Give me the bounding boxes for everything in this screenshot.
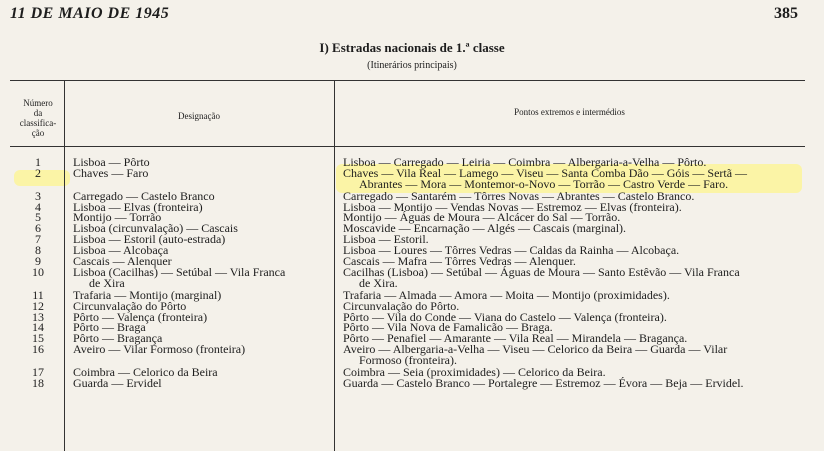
page-number: 385 — [774, 5, 798, 22]
road-number: 17 — [32, 364, 44, 379]
points-line: Carregado — Santarém — Tôrres Novas — Abrantes — Castelo Branco. — [343, 188, 695, 203]
points-line: Lisboa — Estoril. — [343, 232, 429, 247]
table-row — [0, 344, 824, 366]
table-top-rule — [10, 80, 805, 81]
header-numero-line: ção — [31, 128, 45, 138]
road-number: 7 — [35, 232, 41, 247]
page-date: 11 DE MAIO DE 1945 — [10, 5, 170, 22]
header-pontos: Pontos extremos e intermédios — [514, 107, 625, 117]
designation-line: Pôrto — Bragança — [73, 331, 163, 346]
points-line: Chaves — Vila Real — Lamego — Viseu — Santa Comba Dão — Góis — Sertã — — [343, 165, 748, 180]
roads-table — [0, 157, 824, 389]
road-number: 5 — [35, 210, 41, 225]
points-line: Lisboa — Loures — Tôrres Vedras — Caldas da Rainha — Alcobaça. — [343, 243, 680, 258]
points-line: Abrantes — Mora — Montemor-o-Novo — Torrão — Castro Verde — Faro. — [359, 176, 729, 191]
road-designation — [73, 375, 325, 390]
designation-line: Aveiro — Vilar Formoso (fronteira) — [73, 342, 246, 357]
designation-line: Lisboa — Elvas (fronteira) — [73, 199, 203, 214]
points-line: Aveiro — Albergaria-a-Velha — Viseu — Celorico da Beira — Guarda — Vilar — [343, 342, 728, 357]
road-number: 10 — [32, 264, 44, 279]
designation-line: Chaves — Faro — [73, 165, 149, 180]
points-line: Cascais — Mafra — Tôrres Vedras — Alenquer. — [343, 254, 576, 269]
points-line: Coimbra — Seia (proximidades) — Celorico da Beira. — [343, 364, 606, 379]
designation-line: Lisboa (Cacilhas) — Setúbal — Vila Franca — [73, 264, 286, 279]
road-number: 13 — [32, 309, 44, 324]
header-numero-line: da — [33, 108, 43, 118]
designation-line: de Xira — [89, 275, 125, 290]
points-line: Circunvalação do Pôrto. — [343, 298, 460, 313]
designation-line: Cascais — Alenquer — [73, 254, 172, 269]
header-numero-line: classifica- — [19, 118, 57, 128]
road-number: 3 — [35, 188, 41, 203]
road-number: 14 — [32, 320, 44, 335]
designation-line: Coimbra — Celorico da Beira — [73, 364, 218, 379]
points-line: Pôrto — Vila do Conde — Viana do Castelo — Valença (fronteira). — [343, 309, 667, 324]
road-points — [343, 264, 805, 290]
road-number: 12 — [32, 298, 44, 313]
designation-line: Lisboa — Alcobaça — [73, 243, 169, 258]
points-line: Guarda — Castelo Branco — Portalegre — Estremoz — Évora — Beja — Ervidel. — [343, 375, 744, 390]
designation-line: Guarda — Ervidel — [73, 375, 162, 390]
section-subtitle: (Itinerários principais) — [367, 60, 457, 71]
page-header — [10, 5, 798, 25]
road-number: 8 — [35, 243, 41, 258]
points-line: Pôrto — Penafiel — Amarante — Vila Real — Mirandela — Bragança. — [343, 331, 688, 346]
road-number: 18 — [32, 375, 44, 390]
road-number: 9 — [35, 254, 41, 269]
points-line: Moscavide — Encarnação — Algés — Cascais (marginal). — [343, 221, 627, 236]
header-numero — [12, 98, 64, 138]
road-number: 1 — [35, 155, 41, 169]
section-title: I) Estradas nacionais de 1.ª classe — [319, 40, 505, 55]
road-points — [343, 344, 805, 366]
designation-line: Pôrto — Valença (fronteira) — [73, 309, 208, 324]
designation-line: Carregado — Castelo Branco — [73, 188, 215, 203]
header-designacao: Designação — [178, 111, 220, 121]
road-number: 16 — [32, 342, 44, 357]
points-line: Cacilhas (Lisboa) — Setúbal — Águas de Moura — Santo Estêvão — Vila Franca — [343, 264, 740, 279]
road-points — [343, 375, 805, 390]
points-line: Pôrto — Vila Nova de Famalicão — Braga. — [343, 320, 553, 335]
table-row — [0, 375, 824, 390]
road-designation — [73, 264, 325, 290]
table-row — [0, 165, 824, 191]
road-designation — [73, 165, 325, 180]
designation-line: Trafaria — Montijo (marginal) — [73, 287, 222, 302]
designation-line: Pôrto — Braga — [73, 320, 146, 335]
road-number: 4 — [35, 199, 41, 214]
road-points — [343, 165, 805, 191]
points-line: Lisboa — Montijo — Vendas Novas — Estremoz — Elvas (fronteira). — [343, 199, 682, 214]
road-number: 6 — [35, 221, 41, 236]
points-line: Lisboa — Carregado — Leiria — Coimbra — Albergaria-a-Velha — Pôrto. — [343, 155, 707, 169]
table-row — [0, 264, 824, 290]
designation-line: Lisboa — Pôrto — [73, 155, 150, 169]
road-designation — [73, 344, 325, 355]
road-number: 2 — [35, 165, 41, 180]
designation-line: Circunvalação do Pôrto — [73, 298, 187, 313]
points-line: Formoso (fronteira). — [359, 353, 457, 368]
points-line: Montijo — Águas de Moura — Alcácer do Sal — Torrão. — [343, 210, 621, 225]
designation-line: Lisboa — Estoril (auto-estrada) — [73, 232, 226, 247]
road-number: 11 — [32, 287, 44, 302]
header-numero-line: Número — [23, 98, 53, 108]
road-number: 15 — [32, 331, 44, 346]
header-bottom-rule — [10, 146, 805, 147]
designation-line: Lisboa (circunvalação) — Cascais — [73, 221, 238, 236]
designation-line: Montijo — Torrão — [73, 210, 162, 225]
points-line: Trafaria — Almada — Amora — Moita — Montijo (proximidades). — [343, 287, 670, 302]
points-line: de Xira. — [359, 275, 398, 290]
